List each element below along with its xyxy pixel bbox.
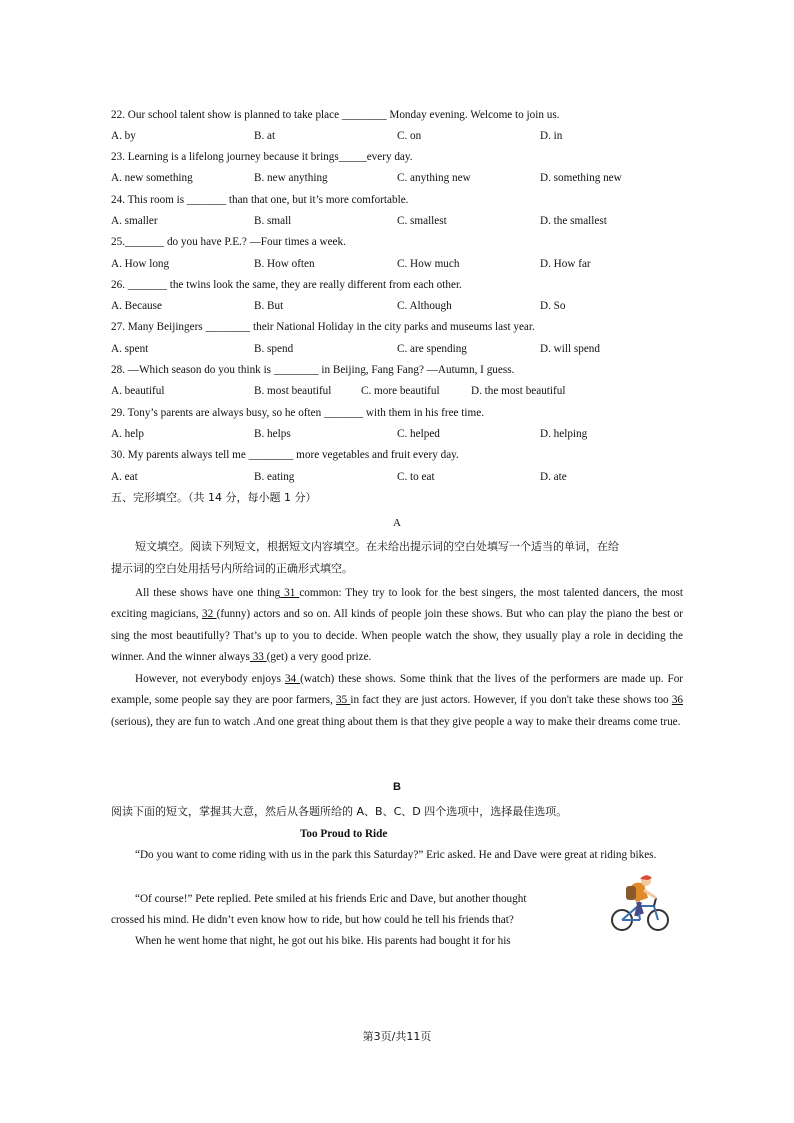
question-27-stem: 27. Many Beijingers ________ their National Holiday in the city parks and museums last year. [111, 321, 535, 333]
cyclist-illustration [608, 872, 674, 934]
passage-text: “Do you want to come riding with us in the park this Saturday?” Eric asked. He and Dave were great at riding bikes. [135, 849, 657, 861]
question-24-option-b: B. small [254, 215, 292, 227]
part-a-label: A [393, 517, 401, 529]
question-22-option-b: B. at [254, 130, 276, 142]
passage-text: (watch) these shows. Some think that the lives of the performers are made up. For example, some people say they are poor farmers, [111, 673, 684, 707]
question-28-option-c: C. more beautiful [361, 385, 440, 397]
part-a-instruction-line1: 短文填空。阅读下列短文，根据短文内容填空。在未给出提示词的空白处填写一个适当的单词，在给 [135, 540, 619, 553]
page-footer: 第3页/共11页 [362, 1030, 432, 1043]
part-b-label: B [393, 781, 401, 793]
part-b-paragraph-2-line2: crossed his mind. He didn’t even know how to ride, but how could he tell his friends that? [111, 914, 514, 926]
question-24-option-d: D. the smallest [540, 215, 607, 227]
question-25-option-c: C. How much [397, 258, 460, 270]
passage-text: All these shows have one thing [135, 587, 281, 599]
question-22-option-d: D. in [540, 130, 563, 142]
passage-text: (serious), they are fun to watch .And one great thing about them is that they give people a way to make their dreams come true. [111, 715, 681, 728]
blank-31: 31 [280, 587, 300, 599]
question-22-option-c: C. on [397, 130, 422, 142]
question-22-option-a: A. by [111, 130, 136, 142]
question-23-option-a: A. new something [111, 172, 193, 184]
question-30-option-a: A. eat [111, 471, 138, 483]
passage-title: Too Proud to Ride [300, 828, 388, 840]
question-30-option-d: D. ate [540, 471, 567, 483]
question-29-option-b: B. helps [254, 428, 291, 440]
part-b-paragraph-1 [111, 845, 683, 866]
question-23-stem: 23. Learning is a lifelong journey because it brings_____every day. [111, 151, 413, 163]
question-27-option-d: D. will spend [540, 343, 600, 355]
part-b-paragraph-3: When he went home that night, he got out his bike. His parents had bought it for his [135, 935, 511, 947]
question-30-option-b: B. eating [254, 471, 295, 483]
part-a-instruction-line2: 提示词的空白处用括号内所给词的正确形式填空。 [111, 562, 353, 575]
question-30-option-c: C. to eat [397, 471, 435, 483]
question-27-option-c: C. are spending [397, 343, 467, 355]
question-29-option-a: A. help [111, 428, 144, 440]
question-26-option-d: D. So [540, 300, 566, 312]
question-28-option-d: D. the most beautiful [471, 385, 566, 397]
question-26-option-c: C. Although [397, 300, 452, 312]
question-25-stem: 25._______ do you have P.E.? —Four times a week. [111, 236, 346, 248]
passage-text: However, not everybody enjoys [135, 673, 285, 685]
question-22-stem: 22. Our school talent show is planned to take place ________ Monday evening. Welcome to join us. [111, 109, 560, 121]
question-26-option-a: A. Because [111, 300, 162, 312]
question-23-option-c: C. anything new [397, 172, 471, 184]
question-26-option-b: B. But [254, 300, 284, 312]
blank-36: 36 [671, 694, 684, 707]
section-5-heading: 五、完形填空。（共 14 分，每小题 1 分） [111, 491, 317, 504]
question-28-stem: 28. —Which season do you think is ________ in Beijing, Fang Fang? —Autumn, I guess. [111, 364, 515, 376]
question-26-stem: 26. _______ the twins look the same, they are really different from each other. [111, 279, 462, 291]
question-29-stem: 29. Tony’s parents are always busy, so he often _______ with them in his free time. [111, 407, 484, 419]
question-24-option-a: A. smaller [111, 215, 158, 227]
question-25-option-a: A. How long [111, 258, 170, 270]
question-25-option-d: D. How far [540, 258, 591, 270]
question-28-option-b: B. most beautiful [254, 385, 332, 397]
question-24-option-c: C. smallest [397, 215, 447, 227]
question-29-option-c: C. helped [397, 428, 440, 440]
blank-32: 32 [202, 608, 217, 621]
question-28-option-a: A. beautiful [111, 385, 165, 397]
passage-text: (get) a very good prize. [266, 651, 372, 664]
question-29-option-d: D. helping [540, 428, 588, 440]
blank-34: 34 [284, 673, 301, 685]
question-27-option-b: B. spend [254, 343, 294, 355]
question-30-stem: 30. My parents always tell me ________ more vegetables and fruit every day. [111, 449, 459, 461]
part-a-paragraph-1 [111, 583, 683, 669]
blank-33: 33 [249, 651, 267, 664]
question-24-stem: 24. This room is _______ than that one, but it’s more comfortable. [111, 194, 409, 206]
blank-35: 35 [335, 694, 351, 707]
part-a-paragraph-2 [111, 669, 683, 733]
passage-text: in fact they are just actors. However, if you don't take these shows too [350, 694, 672, 707]
part-b-instruction: 阅读下面的短文，掌握其大意，然后从各题所给的 A、B、C、D 四个选项中，选择最佳选项。 [111, 805, 568, 818]
passage-text: common: They try to look for the best singers, the most talented dancers, the most exciting magicians, [111, 587, 683, 621]
question-23-option-d: D. something new [540, 172, 622, 184]
part-b-paragraph-2-line1: “Of course!” Pete replied. Pete smiled at his friends Eric and Dave, but another thought [135, 893, 527, 905]
question-27-option-a: A. spent [111, 343, 149, 355]
question-23-option-b: B. new anything [254, 172, 328, 184]
passage-text: (funny) actors and so on. All kinds of people join these shows. But who can play the piano the best or sing the most beautifully? That’s up to you to decide. When people watch the show, they usually play a role in deciding the winner. And the winner always [111, 608, 683, 664]
question-25-option-b: B. How often [254, 258, 315, 270]
